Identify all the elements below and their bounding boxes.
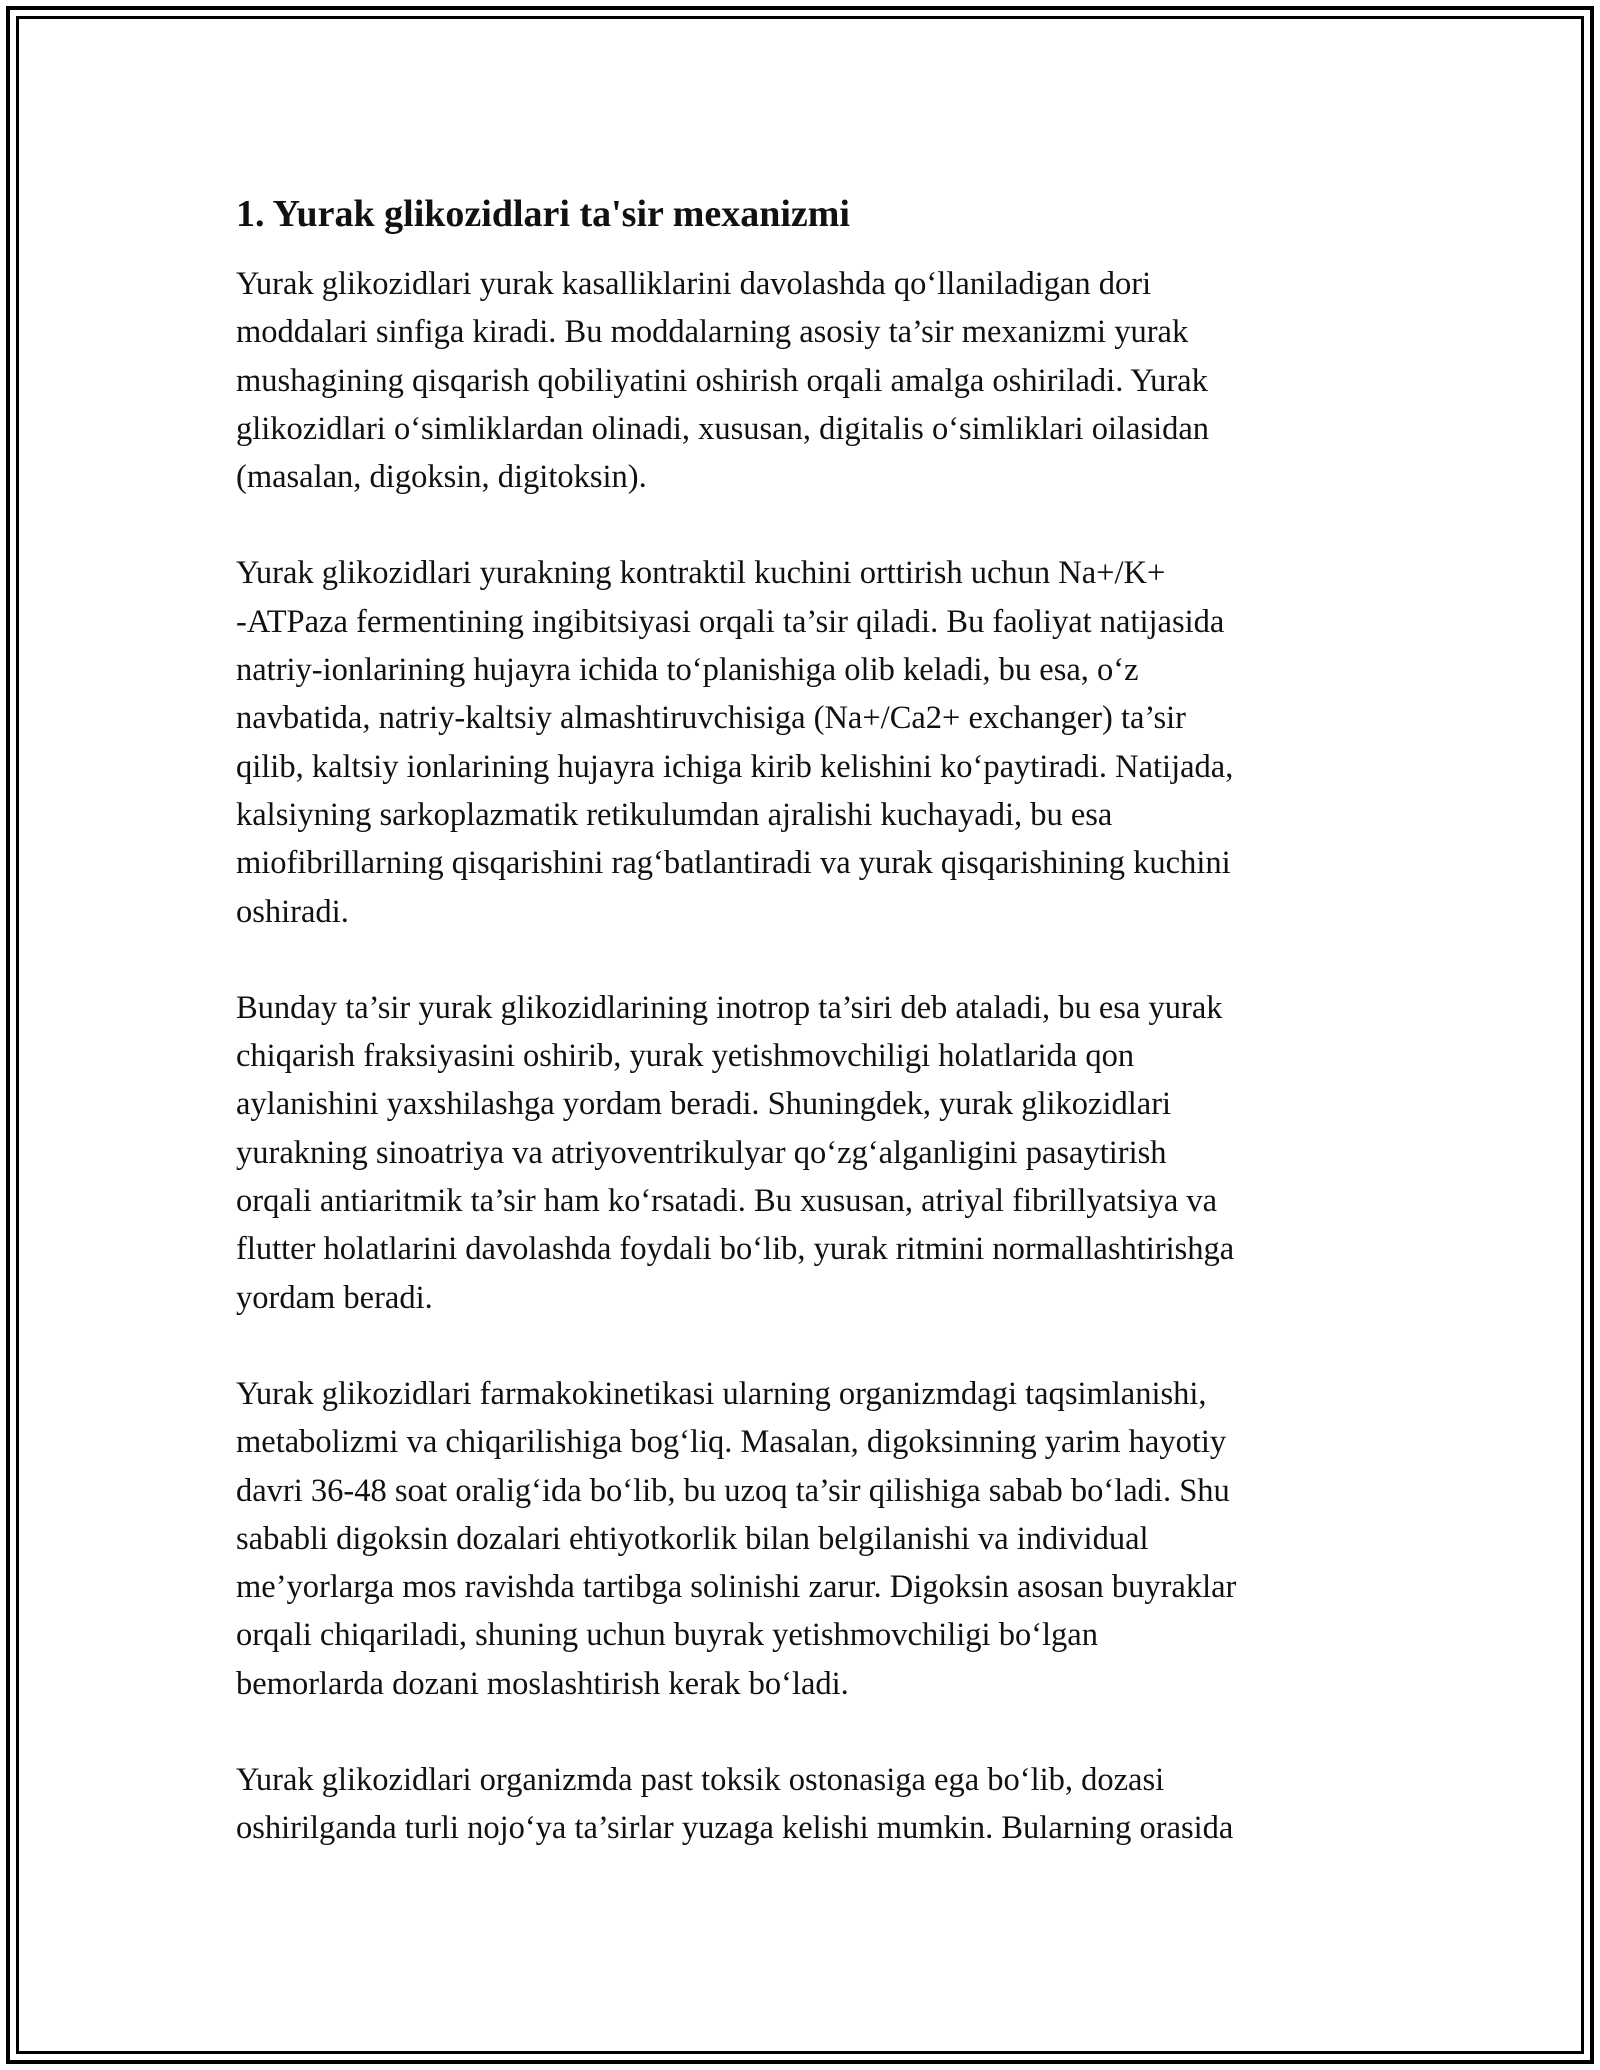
- section-title: 1. Yurak glikozidlari ta'sir mexanizmi: [236, 193, 850, 235]
- paragraph: Yurak glikozidlari organizmda past toksik ostonasiga ega bo‘lib, dozasi oshirilganda turli nojo‘ya ta’sirlar yuzaga kelishi mumkin. Bularning orasida: [236, 1762, 1234, 1847]
- document-body: [236, 188, 1376, 1901]
- paragraph: Yurak glikozidlari yurak kasalliklarini davolashda qo‘llaniladigan dori moddalari sinfiga kiradi. Bu moddalarning asosiy ta’sir mexanizmi yurak mushagining qisqarish qobiliyatini oshirish orqali amalga oshiriladi. Yurak glikozidlari o‘simliklardan olinadi, xususan, digitalis o‘simliklari oilasidan (masalan, digoksin, digitoksin).: [236, 266, 1210, 496]
- paragraph: Yurak glikozidlari yurakning kontraktil kuchini orttirish uchun Na+/K+ -ATPaza fermentining ingibitsiyasi orqali ta’sir qiladi. Bu faoliyat natijasida natriy-ionlarining hujayra ichida to‘planishiga olib keladi, bu esa, o‘z navbatida, natriy-kaltsiy almashtiruvchisiga (Na+/Ca2+ exchanger) ta’sir qilib, kaltsiy ionlarining hujayra ichiga kirib kelishini ko‘paytiradi. Natijada, kalsiyning sarkoplazmatik retikulumdan ajralishi kuchayadi, bu esa miofibrillarning qisqarishini rag‘batlantiradi va yurak qisqarishining kuchini oshiradi.: [236, 555, 1234, 930]
- paragraph: Yurak glikozidlari farmakokinetikasi ularning organizmdagi taqsimlanishi, metabolizmi va chiqarilishiga bog‘liq. Masalan, digoksinning yarim hayotiy davri 36-48 soat oralig‘ida bo‘lib, bu uzoq ta’sir qilishiga sabab bo‘ladi. Shu sababli digoksin dozalari ehtiyotkorlik bilan belgilanishi va individual me’yorlarga mos ravishda tartibga solinishi zarur. Digoksin asosan buyraklar orqali chiqariladi, shuning uchun buyrak yetishmovchiligi bo‘lgan bemorlarda dozani moslashtirish kerak bo‘ladi.: [236, 1375, 1237, 1702]
- paragraph: Bunday ta’sir yurak glikozidlarining inotrop ta’siri deb ataladi, bu esa yurak chiqarish fraksiyasini oshirib, yurak yetishmovchiligi holatlarida qon aylanishini yaxshilashga yordam beradi. Shuningdek, yurak glikozidlari yurakning sinoatriya va atriyoventrikulyar qo‘zg‘alganligini pasaytirish orqali antiaritmik ta’sir ham ko‘rsatadi. Bu xususan, atriyal fibrillyatsiya va flutter holatlarini davolashda foydali bo‘lib, yurak ritmini normallashtirishga yordam beradi.: [236, 989, 1235, 1316]
